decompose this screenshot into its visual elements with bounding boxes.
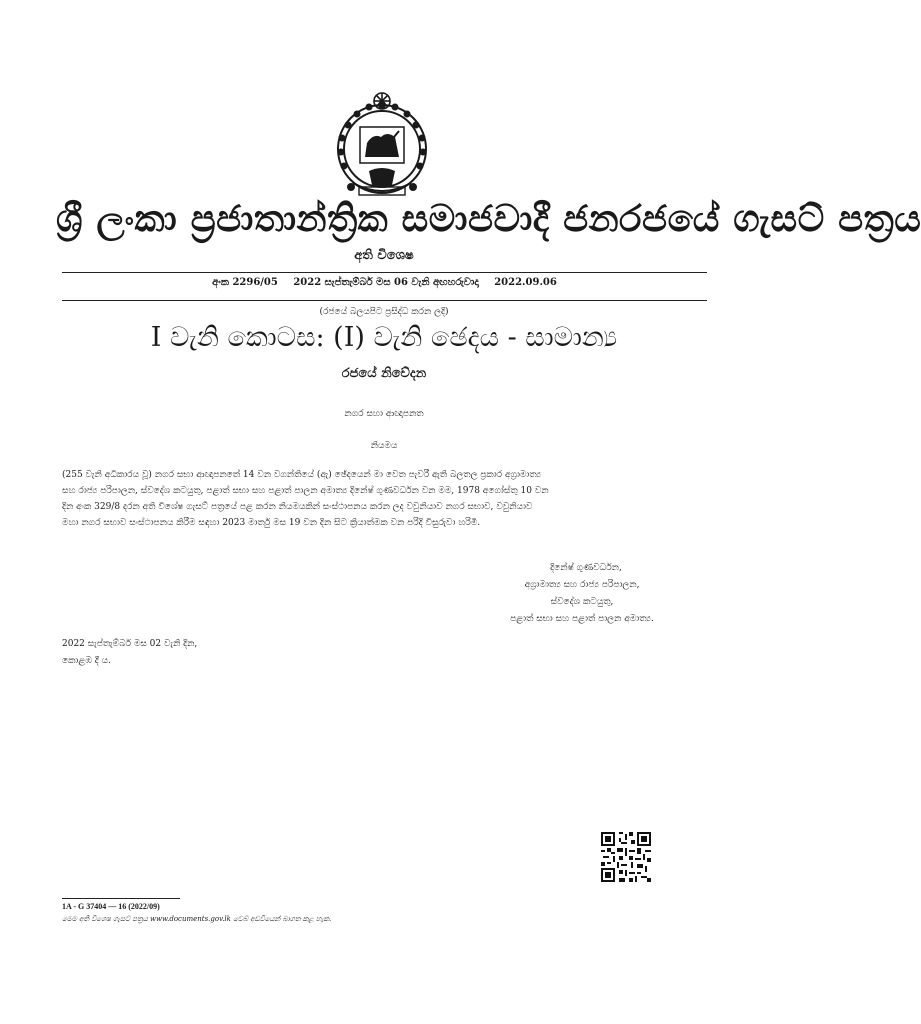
header-rule-bottom (62, 300, 707, 301)
ordinance-title: නගර සහා ආඥාපනත (344, 409, 424, 419)
notice-body-line: සහ රාජ්‍ය පරිපාලන, ස්වදේශ කටයුතු, පළාත් සභා සහ පළාත් පාලන අමාත්‍ය දිනේෂ් ගුණවර්ධන වන මම, 1978 අගෝස්තු 10 වන (62, 486, 549, 496)
issue-date-text: 2022 සැප්තැම්බර් මස 06 වැනි අඟහරුවාදා (293, 277, 479, 288)
download-note: මෙම අති විශෙෂ ගැසට් පත්‍රය www.documents.gov.lk වෙබ් අඩවියෙන් බාගත කළ හැක. (62, 915, 332, 923)
section-heading: රජයේ නිවේදන (341, 366, 427, 381)
signature-block (462, 560, 702, 628)
signatory-title: අග්‍රාමාත්‍ය සහ රාජ්‍ය පරිපාලන, (524, 580, 640, 590)
gazette-title: ශ්‍රී ලංකා ප්‍රජාතාන්ත්‍රික සමාජවාදී ජනරජයේ ගැසට් පත්‍රය (56, 196, 921, 240)
notice-body (62, 467, 707, 531)
print-code: 1A - G 37404 — 16 (2022/09) (62, 902, 160, 911)
qr-code-icon (601, 832, 651, 882)
published-by: (රජයේ බලයපිට ප්‍රසිද්ධ කරන ලදි) (319, 307, 449, 317)
notice-body-line: දින අංක 329/8 දරන අති විශේෂ ගැසට් පත්‍රයේ පළ කරන නියමයකින් සංස්ථාපනය කරන ලද වවුනියාව නගර සභාව, වවුනියාව (62, 502, 533, 512)
notice-date: 2022 සැප්තැම්බර් මස 02 වැනි දින, (62, 639, 198, 649)
issue-line (62, 277, 707, 288)
header-rule-top (62, 272, 707, 273)
signatory-name: දිනේෂ් ගුණවර්ධන, (550, 563, 622, 573)
notice-body-line: (255 වැනි අධිකාරය වූ) නගර සභා ආඥාපනතේ 14 වන වගන්තියේ (ඇ) ඡේදයෙන් මා වෙත පැවරී ඇති බලතල ප්‍රකාර අග්‍රාමාත්‍ය (62, 470, 542, 480)
signatory-title: පළාත් සභා සහ පළාත් පාලන අමාත්‍ය. (510, 614, 654, 624)
footer-rule (62, 898, 180, 899)
notice-body-line: මහා නගර සභාව සංස්ථාපනය කිරීම සඳහා 2023 මාර්තු මස 19 වන දින සිට ක්‍රියාත්මක වන පරිදි විසුරුවා හරිමි. (62, 518, 481, 528)
extraordinary-label: අති විශෙෂ (354, 248, 414, 263)
notice-place: කොළඹ දී ය. (62, 656, 111, 666)
signatory-title: ස්වදේශ කටයුතු, (550, 597, 614, 607)
part-heading: I වැනි කොටස: (I) වැනි ඡෙදය - සාමාන්‍ය (150, 322, 618, 353)
issue-date: 2022.09.06 (494, 277, 557, 288)
date-place-block (62, 636, 362, 670)
issue-number: අංක 2296/05 (212, 277, 278, 288)
order-title: නියමය (370, 441, 398, 451)
sri-lanka-emblem-icon (329, 87, 435, 201)
